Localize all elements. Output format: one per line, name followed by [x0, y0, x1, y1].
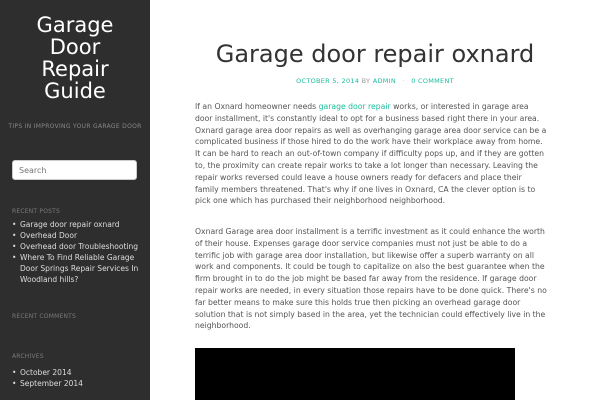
list-item: [12, 378, 144, 389]
recent-post-link[interactable]: Garage door repair oxnard: [20, 220, 120, 229]
recent-post-link[interactable]: Overhead door Troubleshooting: [20, 242, 138, 251]
archives-title: ARCHIVES: [12, 353, 44, 360]
search-input[interactable]: [12, 160, 137, 180]
list-item: [12, 219, 144, 230]
meta-by: BY: [361, 77, 371, 85]
post-title: Garage door repair oxnard: [215, 40, 535, 68]
site-title-line: Repair: [41, 57, 109, 81]
list-item: [12, 230, 144, 241]
site-tagline: TIPS IN IMPROVING YOUR GARAGE DOOR: [8, 123, 142, 130]
site-title-line: Guide: [44, 79, 106, 103]
post-paragraph: [195, 101, 547, 207]
recent-post-link[interactable]: Overhead Door: [20, 231, 78, 240]
post-meta: [150, 77, 600, 85]
site-title-line: Door: [49, 35, 101, 59]
site-title[interactable]: [0, 14, 150, 102]
paragraph-text: If an Oxnard homeowner needs: [195, 102, 319, 111]
archives-list: [12, 367, 144, 389]
main-content: [150, 0, 600, 400]
post-author-link[interactable]: ADMIN: [372, 77, 397, 85]
archive-link[interactable]: October 2014: [20, 368, 72, 377]
recent-post-link[interactable]: Where To Find Reliable Garage Door Springs Repair Services In Woodland hills?: [20, 253, 139, 284]
sidebar: [0, 0, 150, 400]
paragraph-text: works, or interested in garage area door installment, it's constantly ideal to opt for a business based right there in your area. Oxnard garage area door repairs as well as overhanging garage area door service can be a complicated business if those hired to do the work have their workplace away from home. It can be hard to reach an out-of-town company if difficulty pops up, and if they are gotten to, the proximity can create repair works to take a lot longer than necessary. Leaving the repair works reversed could leave a house owners ready for defacers and place their family members threatened. That's why if one lives in Oxnard, CA the clever option is to pick one which has purchased their neighborhood neighborhood.: [195, 102, 547, 206]
archive-link[interactable]: September 2014: [20, 379, 83, 388]
meta-separator: ·: [402, 77, 405, 85]
recent-comments-title: RECENT COMMENTS: [12, 313, 77, 320]
site-title-line: Garage: [36, 13, 114, 37]
site-title-link[interactable]: [0, 14, 150, 102]
recent-posts-title: RECENT POSTS: [12, 208, 61, 215]
post-date-link[interactable]: OCTOBER 5, 2014: [296, 77, 360, 85]
recent-posts-list: [12, 219, 144, 285]
garage-door-repair-link[interactable]: garage door repair: [318, 102, 391, 111]
post-comments-link[interactable]: 0 COMMENT: [411, 77, 454, 85]
embedded-media[interactable]: [195, 348, 515, 400]
list-item: [12, 367, 144, 378]
post-paragraph: Oxnard Garage area door installment is a terrific investment as it could enhance the worth of their house. Expenses garage door service companies must not just be able to do a terrific job with garage area door installation, but likewise offer a superb warranty on all work and components. It could be tough to capitalize on also the best guarantee when the firm brought in to do the job might be based far away from the residence. If garage door repair works are needed, in every situation those repairs have to be done quick. There's no far better means to make sure this holds true then picking an overhead garage door solution that is not simply based in the area, yet the technician could effectively live in the neighborhood.: [195, 227, 547, 331]
list-item: [12, 241, 144, 252]
list-item: [12, 252, 144, 285]
